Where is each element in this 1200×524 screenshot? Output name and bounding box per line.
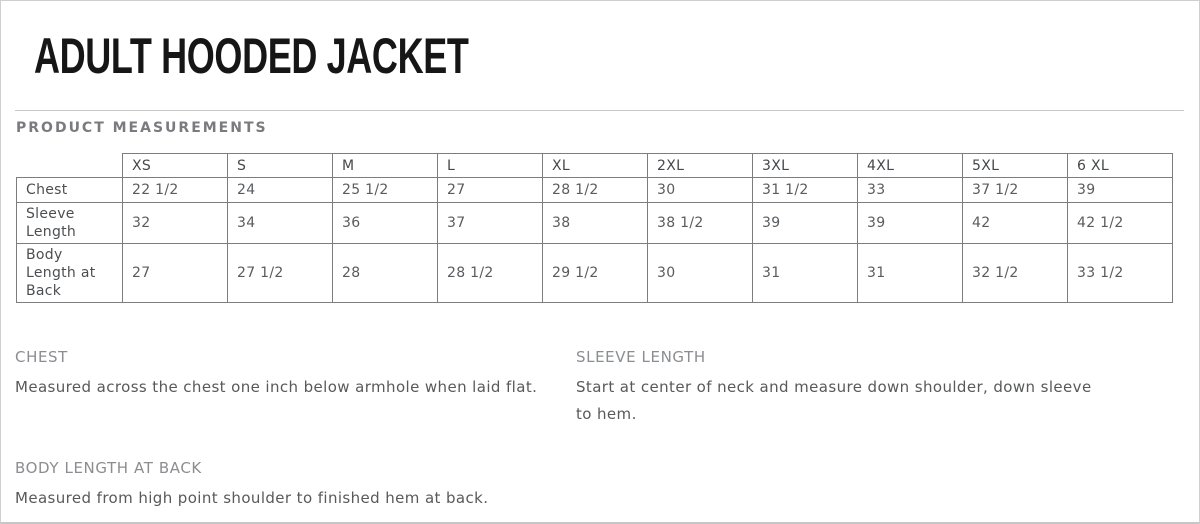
row-label-sleeve-length: Sleeve Length	[17, 203, 123, 244]
row-label-body-length: Body Length at Back	[17, 244, 123, 303]
product-measurements-heading: PRODUCT MEASUREMENTS	[16, 120, 268, 136]
measurement-cell: 39	[753, 203, 858, 244]
size-header-row	[17, 154, 1173, 178]
size-header-xl: XL	[543, 154, 648, 178]
definition-body-length-at-back	[15, 459, 576, 512]
size-header-3xl: 3XL	[753, 154, 858, 178]
measurement-cell: 42	[963, 203, 1068, 244]
definition-term: SLEEVE LENGTH	[576, 348, 706, 366]
measurement-cell: 24	[228, 178, 333, 203]
measurement-cell: 39	[858, 203, 963, 244]
measurement-cell: 33	[858, 178, 963, 203]
measurement-cell: 36	[333, 203, 438, 244]
measurement-cell: 32	[123, 203, 228, 244]
measurement-cell: 38 1/2	[648, 203, 753, 244]
size-header-5xl: 5XL	[963, 154, 1068, 178]
table-row-body-length	[17, 244, 1173, 303]
measurement-cell: 34	[228, 203, 333, 244]
size-header-s: S	[228, 154, 333, 178]
definition-description: Measured across the chest one inch below armhole when laid flat.	[15, 378, 538, 396]
measurement-definitions	[15, 348, 1199, 512]
measurement-cell: 27	[123, 244, 228, 303]
measurement-cell: 37 1/2	[963, 178, 1068, 203]
size-header-xs: XS	[123, 154, 228, 178]
row-label-chest: Chest	[17, 178, 123, 203]
size-header-m: M	[333, 154, 438, 178]
page-title	[34, 28, 1199, 84]
size-header-4xl: 4XL	[858, 154, 963, 178]
measurement-cell: 28 1/2	[438, 244, 543, 303]
measurement-cell: 30	[648, 244, 753, 303]
definition-sleeve-length	[576, 348, 1199, 428]
measurement-cell: 38	[543, 203, 648, 244]
definition-term: BODY LENGTH AT BACK	[15, 459, 202, 477]
measurement-cell: 32 1/2	[963, 244, 1068, 303]
definition-description: Measured from high point shoulder to finished hem at back.	[15, 489, 489, 507]
measurement-cell: 28 1/2	[543, 178, 648, 203]
table-row-sleeve-length	[17, 203, 1173, 244]
measurement-cell: 31	[753, 244, 858, 303]
table-row-chest	[17, 178, 1173, 203]
measurement-cell: 28	[333, 244, 438, 303]
table-corner-stub	[17, 154, 123, 178]
measurement-cell: 30	[648, 178, 753, 203]
section-divider	[15, 110, 1184, 111]
measurement-cell: 27	[438, 178, 543, 203]
definition-description: Start at center of neck and measure down shoulder, down sleeve to hem.	[576, 378, 1092, 423]
size-header-l: L	[438, 154, 543, 178]
measurement-cell: 39	[1068, 178, 1173, 203]
measurement-cell: 37	[438, 203, 543, 244]
measurement-cell: 31 1/2	[753, 178, 858, 203]
size-header-6xl: 6 XL	[1068, 154, 1173, 178]
measurement-cell: 31	[858, 244, 963, 303]
measurement-cell: 33 1/2	[1068, 244, 1173, 303]
measurement-cell: 22 1/2	[123, 178, 228, 203]
definition-term: CHEST	[15, 348, 68, 366]
page-title-text: ADULT HOODED JACKET	[34, 28, 469, 84]
measurement-cell: 27 1/2	[228, 244, 333, 303]
measurement-cell: 29 1/2	[543, 244, 648, 303]
measurement-cell: 25 1/2	[333, 178, 438, 203]
measurements-table	[16, 153, 1173, 303]
measurement-cell: 42 1/2	[1068, 203, 1173, 244]
size-header-2xl: 2XL	[648, 154, 753, 178]
definition-chest	[15, 348, 576, 428]
